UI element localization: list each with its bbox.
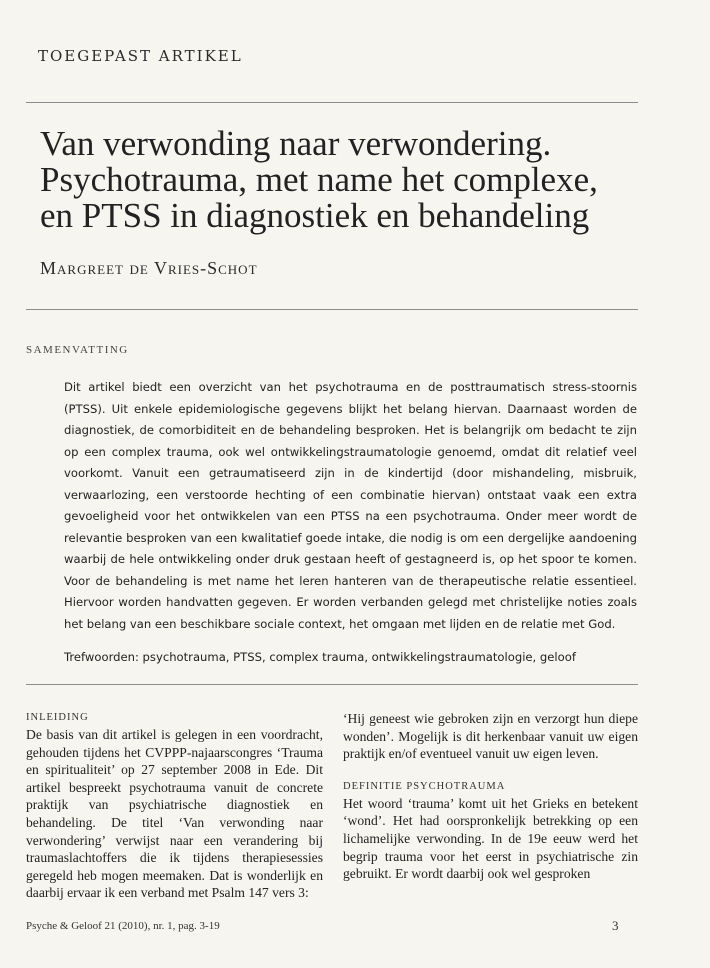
title-line: en PTSS in diagnostiek en behandeling [40,196,590,235]
divider [26,309,638,310]
definition-heading: DEFINITIE PSYCHOTRAUMA [343,780,506,792]
author-name: Margreet de Vries-Schot [40,258,258,278]
keywords: Trefwoorden: psychotrauma, PTSS, complex trauma, ontwikkelingstraumatologie, geloof [64,650,576,664]
abstract-heading: SAMENVATTING [26,344,129,356]
psalm-quote-paragraph: ‘Hij geneest wie gebroken zijn en verzorgt hun diepe wonden’. Mogelijk is dit herkenbaar vanuit uw eigen praktijk en/of eventueel vanuit uw eigen leven. [343,711,638,762]
intro-heading: INLEIDING [26,712,89,723]
divider [26,684,638,685]
title-line: Psychotrauma, met name het complexe, [40,160,598,199]
page-number: 3 [612,918,619,933]
article-title [40,126,640,234]
intro-paragraph: De basis van dit artikel is gelegen in een voordracht, gehouden tijdens het CVPPP-najaarscongres ‘Trauma en spiritualiteit’ op 27 september 2008 in Ede. Dit artikel bespreekt psychotrauma vanuit de concrete praktijk van psychiatrische diagnostiek en behandeling. De titel ‘Van verwonding naar verwondering’ verwijst naar een verandering bij traumaslachtoffers die ik tijdens therapiesessies geregeld heb mogen meemaken. Dat is wonderlijk en daarbij ervaar ik een verband met Psalm 147 vers 3: [26,727,323,901]
title-line: Van verwonding naar verwondering. [40,124,552,163]
section-label: TOEGEPAST ARTIKEL [38,47,243,65]
divider [26,102,638,103]
journal-citation: Psyche & Geloof 21 (2010), nr. 1, pag. 3-19 [26,920,220,932]
left-column [26,710,323,902]
definition-paragraph: Het woord ‘trauma’ komt uit het Grieks en betekent ‘wond’. Het had oorspronkelijk betrekking op een lichamelijke verwonding. In de 19e eeuw werd het begrip trauma voor het eerst in psychiatrische zin gebruikt. Er wordt daarbij ook wel gesproken [343,795,638,882]
right-column [343,710,638,883]
abstract-text: Dit artikel biedt een overzicht van het psychotrauma en de posttraumatisch stress-stoornis (PTSS). Uit enkele epidemiologische gegevens blijkt het belang hiervan. Daarnaast worden de diagnostiek, de comorbiditeit en de behandeling besproken. Het is belangrijk om bedacht te zijn op een complex trauma, ook wel ontwikkelingstraumatologie genoemd, omdat dit relatief veel voorkomt. Vanuit een getraumatiseerd zijn in de kindertijd (door mishandeling, misbruik, verwaarlozing, een verstoorde hechting of een combinatie hiervan) ontstaat vaak een extra gevoeligheid voor het ontwikkelen van een PTSS na een psychotrauma. Onder meer wordt de relevantie besproken van een kwalitatief goede intake, die nodig is om een dergelijke aandoening waarbij de hele ontwikkeling onder druk gestaan heeft of gestagneerd is, op het spoor te komen. Voor de behandeling is met name het leren hanteren van de therapeutische relatie essentieel. Hiervoor worden handvatten gegeven. Er worden verbanden gelegd met christelijke noties zoals het belang van een beschikbare sociale context, het omgaan met lijden en de relatie met God. [64,380,637,631]
